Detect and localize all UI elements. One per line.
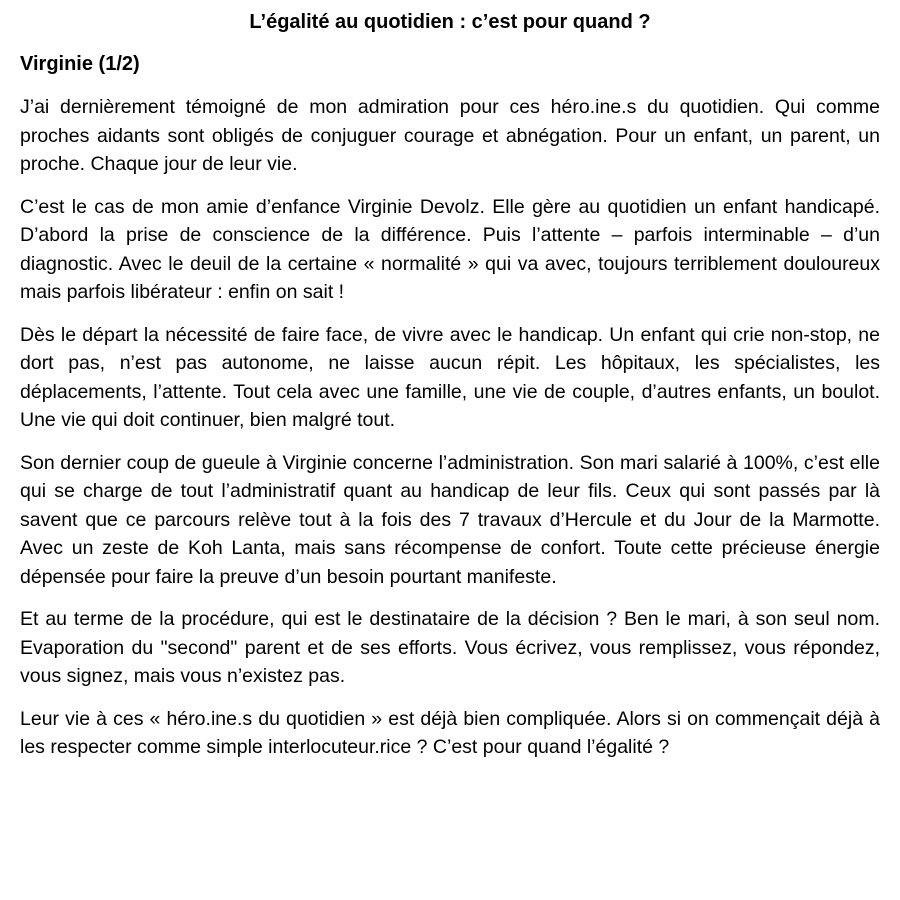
paragraph-6: Leur vie à ces « héro.ine.s du quotidien » est déjà bien compliquée. Alors si on commençait déjà à les respecter comme simple interlocuteur.rice ? C’est pour quand l’égalité ? [20, 707, 880, 758]
paragraph-5: Et au terme de la procédure, qui est le destinataire de la décision ? Ben le mari, à son seul nom. Evaporation du "second" parent et de ses efforts. Vous écrivez, vous remplissez, vous répondez, vous signez, mais vous n’existez pas. [20, 608, 880, 687]
paragraph-3: Dès le départ la nécessité de faire face, de vivre avec le handicap. Un enfant qui crie non-stop, ne dort pas, n’est pas autonome, ne laisse aucun répit. Les hôpitaux, les spécialistes, les déplacements, l’attente. Tout cela avec une famille, une vie de couple, d’autres enfants, un boulot. Une vie qui doit continuer, bien malgré tout. [20, 323, 880, 431]
paragraph-2: C’est le cas de mon amie d’enfance Virginie Devolz. Elle gère au quotidien un enfant handicapé. D’abord la prise de conscience de la différence. Puis l’attente – parfois interminable – d’un diagnostic. Avec le deuil de la certaine « normalité » qui va avec, toujours terriblement douloureux mais parfois libérateur : enfin on sait ! [20, 195, 880, 303]
paragraph-4: Son dernier coup de gueule à Virginie concerne l’administration. Son mari salarié à 100%, c’est elle qui se charge de tout l’administratif quant au handicap de leur fils. Ceux qui sont passés par là savent que ce parcours relève tout à la fois des 7 travaux d’Hercule et du Jour de la Marmotte. Avec un zeste de Koh Lanta, mais sans récompense de confort. Toute cette précieuse énergie dépensée pour faire la preuve d’un besoin pourtant manifeste. [20, 451, 880, 588]
document-title: L’égalité au quotidien : c’est pour quand ? [249, 11, 651, 33]
document-page [20, 0, 880, 762]
document-subtitle: Virginie (1/2) [20, 53, 140, 75]
paragraph-1: J’ai dernièrement témoigné de mon admiration pour ces héro.ine.s du quotidien. Qui comme proches aidants sont obligés de conjuguer courage et abnégation. Pour un enfant, un parent, un proche. Chaque jour de leur vie. [20, 96, 880, 175]
